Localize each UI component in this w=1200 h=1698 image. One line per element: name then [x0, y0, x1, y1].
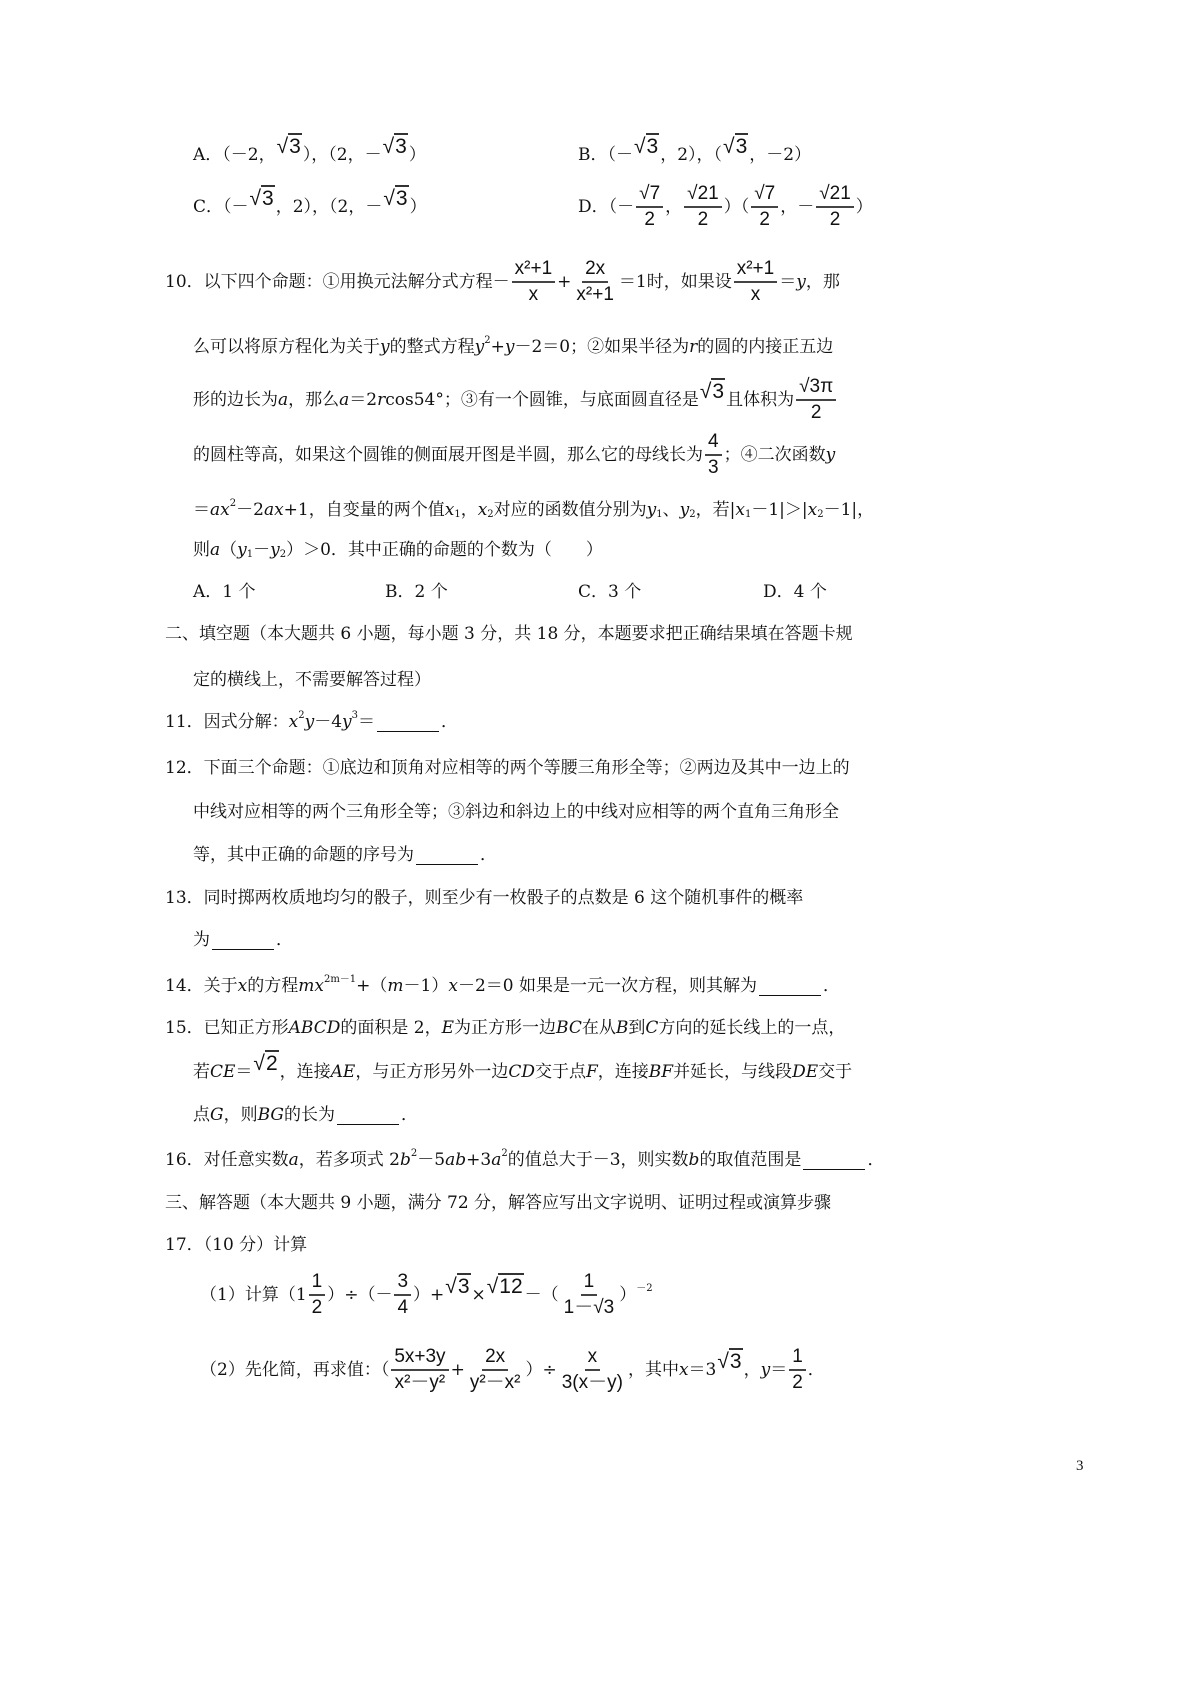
text-run: －2＝0；②如果半径为: [514, 337, 690, 357]
text-run: ）（: [723, 197, 750, 217]
square-root: √3: [723, 135, 748, 158]
text-run: 对应的函数值分别为: [493, 500, 647, 520]
square-root: √3: [383, 187, 408, 210]
math-variable: b: [400, 1150, 411, 1170]
math-variable: y: [504, 337, 515, 357]
text-run: 定的横线上，不需要解答过程）: [193, 670, 431, 690]
text-line: [385, 580, 448, 604]
text-run: 的整式方程: [389, 337, 475, 357]
fraction: [684, 182, 722, 232]
math-variable: r: [377, 390, 386, 410]
text-line: [165, 886, 803, 910]
text-run: ，: [665, 197, 683, 217]
text-run: ，连接: [597, 1062, 649, 1082]
fraction: [796, 375, 836, 425]
text-line: [165, 1233, 307, 1257]
numerator: 4: [705, 430, 722, 456]
text-run: 13．同时掷两枚质地均匀的骰子，则至少有一枚骰子的点数是 6 这个随机事件的概率: [165, 888, 804, 908]
text-run: ）: [855, 197, 873, 217]
text-run: 并延长，与线段: [673, 1062, 793, 1082]
text-run: ，连接: [279, 1062, 331, 1082]
math-variable: x: [444, 500, 455, 520]
math-variable: DE: [792, 1062, 819, 1082]
math-variable: a: [339, 390, 350, 410]
math-variable: y: [796, 272, 806, 292]
text-run: －2: [236, 500, 264, 520]
text-run: 为: [193, 930, 210, 950]
text-run: （2）先化简，再求值：（: [200, 1360, 390, 1380]
denominator: 2: [311, 1297, 323, 1318]
square-root: √3: [276, 135, 301, 158]
text-run: ＝: [358, 712, 376, 732]
math-variable: CE: [210, 1062, 236, 1082]
answer-blank: [803, 1151, 865, 1170]
text-run: ）＞0．其中正确的命题的个数为（ ）: [286, 540, 603, 560]
text-run: 到: [628, 1018, 646, 1038]
numerator: 1: [309, 1270, 326, 1296]
text-line: [193, 335, 833, 359]
text-run: ）: [619, 1285, 637, 1305]
answer-blank: [337, 1106, 399, 1125]
math-variable: b: [688, 1150, 700, 1170]
math-variable: r: [689, 337, 698, 357]
denominator: x²+1: [576, 284, 614, 305]
denominator: y²－x²: [469, 1372, 521, 1393]
numerator: 5x+3y: [391, 1345, 448, 1371]
text-run: D．（－: [578, 197, 635, 217]
text-line: [165, 710, 458, 734]
text-run: 的圆柱等高，如果这个圆锥的侧面展开图是半圆，那么它的母线长为: [193, 445, 703, 465]
text-run: （: [220, 540, 238, 560]
math-variable: x: [237, 976, 248, 996]
numerator: √7: [751, 182, 778, 208]
radicand: 3: [729, 1350, 742, 1373]
text-run: ，与正方形另外一边: [355, 1062, 509, 1082]
text-run: 的方程: [247, 976, 299, 996]
numerator: √7: [636, 182, 663, 208]
square-root: √3: [717, 1350, 742, 1373]
text-run: ）+: [413, 1285, 445, 1305]
fraction: [573, 257, 617, 307]
text-run: 在从: [581, 1018, 616, 1038]
math-variable: y: [270, 540, 280, 560]
math-variable: AE: [330, 1062, 356, 1082]
text-run: 16．对任意实数: [165, 1150, 289, 1170]
superscript: 2: [229, 498, 237, 509]
denominator: x: [528, 284, 539, 305]
text-run: +: [490, 337, 505, 357]
text-run: －1）: [403, 976, 449, 996]
text-run: ．: [867, 1150, 885, 1170]
fraction: [512, 257, 556, 307]
text-run: 为正方形一边: [454, 1018, 557, 1038]
fraction: [561, 1270, 618, 1320]
square-root: √3: [634, 135, 659, 158]
text-run: ，若|: [695, 500, 736, 520]
text-line: [578, 182, 873, 232]
text-line: [165, 974, 840, 998]
text-run: 且体积为: [726, 390, 795, 410]
denominator: 2: [759, 209, 770, 230]
subscript: 1: [454, 509, 461, 520]
subscript: 1: [246, 549, 254, 560]
denominator: 4: [397, 1297, 409, 1318]
text-line: [193, 430, 835, 480]
superscript: －2: [636, 1283, 653, 1294]
text-run: +: [450, 1360, 465, 1380]
text-run: ．: [823, 976, 841, 996]
text-line: [193, 668, 431, 692]
text-run: +3: [466, 1150, 492, 1170]
text-run: 10．以下四个命题：①用换元法解分式方程－: [165, 272, 510, 292]
text-run: ，: [743, 1360, 761, 1380]
radicand: 3: [395, 187, 408, 210]
math-variable: y: [342, 712, 352, 732]
denominator: 3(x－y): [561, 1372, 623, 1393]
text-run: 的面积是 2，: [340, 1018, 442, 1038]
text-run: －5: [417, 1150, 446, 1170]
fraction: [789, 1345, 806, 1395]
radicand: 3: [646, 135, 659, 158]
numerator: 1: [789, 1345, 806, 1371]
subscript: 2: [487, 509, 494, 520]
square-root: √3: [382, 135, 407, 158]
fraction: [394, 1270, 411, 1320]
numerator: 3: [394, 1270, 411, 1296]
text-run: cos54°；③有一个圆锥，与底面圆直径是: [385, 390, 699, 410]
math-variable: B: [615, 1018, 629, 1038]
text-run: +（: [356, 976, 388, 996]
fraction: [309, 1270, 326, 1320]
text-run: B．2 个: [385, 582, 448, 602]
fraction: [816, 182, 854, 232]
text-line: [193, 187, 427, 219]
numerator: x: [585, 1345, 601, 1371]
square-root: √2: [253, 1052, 278, 1075]
superscript: 2: [484, 335, 491, 346]
fraction: [559, 1345, 626, 1395]
numerator: x²+1: [512, 257, 556, 283]
text-run: ＝3: [688, 1360, 717, 1380]
denominator: 2: [829, 209, 841, 230]
radicand: 3: [735, 135, 748, 158]
subscript: 1: [656, 509, 663, 520]
math-variable: a: [278, 390, 289, 410]
square-root: √12: [486, 1275, 523, 1298]
text-run: －1|，: [823, 500, 875, 520]
text-line: [193, 1052, 853, 1084]
text-run: 等，其中正确的命题的序号为: [193, 845, 414, 865]
denominator: 1－√3: [563, 1297, 615, 1318]
text-run: ）÷: [525, 1360, 557, 1380]
text-run: 的值总大于－3，则实数: [507, 1150, 689, 1170]
numerator: 2x: [582, 257, 608, 283]
text-run: ）: [408, 145, 426, 165]
denominator: 3: [708, 457, 719, 478]
text-run: A．（－2，: [193, 145, 276, 165]
math-variable: x: [288, 712, 299, 732]
fraction: [751, 182, 778, 232]
superscript: 2m－1: [323, 974, 357, 985]
math-variable: a: [210, 540, 221, 560]
fraction: [467, 1345, 524, 1395]
denominator: x: [750, 284, 761, 305]
radicand: 3: [457, 1275, 470, 1298]
text-line: [193, 538, 603, 562]
math-variable: y: [646, 500, 657, 520]
text-run: ，2），（: [660, 145, 723, 165]
superscript: 2: [501, 1148, 508, 1159]
math-variable: y: [380, 337, 390, 357]
text-run: ）: [409, 197, 427, 217]
fraction: [636, 182, 663, 232]
math-variable: x: [735, 500, 745, 520]
math-variable: x: [807, 500, 818, 520]
text-run: ．: [807, 1360, 825, 1380]
text-run: 交于: [818, 1062, 853, 1082]
text-run: +1，自变量的两个值: [283, 500, 445, 520]
math-variable: y: [760, 1360, 771, 1380]
text-run: 形的边长为: [193, 390, 278, 410]
text-run: 三、解答题（本大题共 9 小题，满分 72 分，解答应写出文字说明、证明过程或演算步骤: [165, 1193, 832, 1213]
denominator: 2: [810, 402, 822, 423]
text-line: [165, 1016, 845, 1040]
text-run: ＝: [779, 272, 797, 292]
text-line: [193, 843, 497, 867]
text-run: 的长为: [283, 1105, 335, 1125]
text-line: [165, 756, 850, 780]
text-run: ＝: [193, 500, 210, 520]
subscript: 2: [689, 509, 696, 520]
radicand: 3: [712, 380, 725, 403]
text-run: ，2），（2，－: [275, 197, 383, 217]
text-line: [193, 375, 838, 425]
text-run: 11．因式分解：: [165, 712, 289, 732]
superscript: 2: [410, 1148, 418, 1159]
radicand: 3: [395, 135, 407, 158]
math-variable: ab: [445, 1150, 467, 1170]
text-line: [165, 1148, 884, 1172]
text-run: 点: [193, 1105, 210, 1125]
text-run: 12．下面三个命题：①底边和顶角对应相等的两个等腰三角形全等；②两边及其中一边上的: [165, 758, 850, 778]
text-run: 的圆的内接正五边: [697, 337, 834, 357]
math-variable: y: [679, 500, 690, 520]
math-variable: x: [477, 500, 488, 520]
text-run: 方向的延长线上的一点，: [658, 1018, 846, 1038]
text-run: ，则: [223, 1105, 258, 1125]
text-run: D．4 个: [763, 582, 827, 602]
text-line: [193, 580, 256, 604]
answer-blank: [377, 713, 439, 732]
text-run: 、: [662, 500, 680, 520]
text-line: [165, 1191, 831, 1215]
text-run: 交于点: [534, 1062, 586, 1082]
math-variable: BF: [648, 1062, 674, 1082]
text-run: ＝2: [349, 390, 378, 410]
answer-blank: [416, 846, 478, 865]
math-variable: mx: [298, 976, 324, 996]
fraction: [391, 1345, 448, 1395]
text-run: －2＝0 如果是一元一次方程，则其解为: [457, 976, 758, 996]
text-run: B．（－: [578, 145, 633, 165]
superscript: 3: [351, 710, 359, 721]
text-run: ，其中: [627, 1360, 679, 1380]
text-run: 则: [193, 540, 210, 560]
math-variable: y: [304, 712, 315, 732]
numerator: √21: [816, 182, 854, 208]
text-run: ），（2，－: [302, 145, 382, 165]
text-run: ，－2）: [749, 145, 812, 165]
math-variable: m: [387, 976, 404, 996]
text-run: ．: [441, 712, 459, 732]
text-run: ．: [480, 845, 497, 865]
math-variable: CD: [508, 1062, 535, 1082]
math-variable: x: [448, 976, 458, 996]
text-line: [165, 257, 840, 307]
text-run: ；④二次函数: [723, 445, 826, 465]
math-variable: ax: [263, 500, 284, 520]
fraction: [705, 430, 722, 480]
text-line: [200, 1345, 825, 1395]
text-line: [165, 622, 853, 646]
text-line: [578, 580, 641, 604]
text-run: 么可以将原方程化为关于: [193, 337, 380, 357]
text-run: C．3 个: [578, 582, 642, 602]
text-run: +: [557, 272, 572, 292]
text-run: ，那么: [288, 390, 340, 410]
text-run: 14．关于: [165, 976, 238, 996]
answer-blank: [759, 977, 821, 996]
subscript: 2: [279, 549, 287, 560]
math-variable: ax: [210, 500, 230, 520]
text-run: ＝: [770, 1360, 788, 1380]
math-variable: E: [441, 1018, 455, 1038]
text-line: [193, 498, 874, 522]
text-run: 15．已知正方形: [165, 1018, 289, 1038]
math-variable: y: [237, 540, 247, 560]
text-run: 17．（10 分）计算: [165, 1235, 308, 1255]
text-run: ，－: [780, 197, 815, 217]
text-line: [193, 800, 839, 824]
answer-blank: [212, 931, 274, 950]
denominator: 2: [792, 1372, 803, 1393]
text-line: [193, 928, 293, 952]
page-number: 3: [1076, 1458, 1084, 1474]
text-run: ．: [276, 930, 293, 950]
text-run: 二、填空题（本大题共 6 小题，每小题 3 分，共 18 分，本题要求把正确结果填在答题卡规: [165, 624, 853, 644]
text-run: －1|＞|: [751, 500, 808, 520]
text-run: A．1 个: [193, 582, 256, 602]
math-variable: F: [585, 1062, 598, 1082]
math-variable: C: [645, 1018, 659, 1038]
text-run: －（: [524, 1285, 559, 1305]
numerator: 2x: [482, 1345, 508, 1371]
text-line: [193, 135, 426, 167]
math-variable: BG: [257, 1105, 284, 1125]
text-run: ＝: [235, 1062, 253, 1082]
numerator: √21: [684, 182, 722, 208]
text-run: －4: [314, 712, 343, 732]
math-variable: y: [825, 445, 836, 465]
square-root: √3: [249, 187, 274, 210]
text-run: 中线对应相等的两个三角形全等；③斜边和斜边上的中线对应相等的两个直角三角形全: [193, 802, 839, 822]
text-run: C．（－: [193, 197, 249, 217]
text-run: ）÷（－: [327, 1285, 393, 1305]
text-run: ．: [400, 1105, 418, 1125]
numerator: x²+1: [734, 257, 778, 283]
text-run: ，若多项式 2: [298, 1150, 401, 1170]
math-variable: BC: [556, 1018, 582, 1038]
text-run: －: [253, 540, 271, 560]
math-variable: a: [288, 1150, 299, 1170]
subscript: 2: [817, 509, 824, 520]
math-variable: ABCD: [288, 1018, 341, 1038]
radicand: 12: [499, 1275, 523, 1298]
text-run: ×: [471, 1285, 486, 1305]
denominator: 2: [697, 209, 709, 230]
fraction: [734, 257, 778, 307]
math-variable: x: [678, 1360, 689, 1380]
text-run: （1）计算（1: [200, 1285, 307, 1305]
math-variable: a: [491, 1150, 502, 1170]
text-run: 的取值范围是: [699, 1150, 802, 1170]
square-root: √3: [699, 380, 725, 403]
text-line: [193, 1103, 418, 1127]
text-line: [578, 135, 812, 167]
radicand: 3: [262, 187, 274, 210]
square-root: √3: [445, 1275, 470, 1298]
radicand: 3: [289, 135, 301, 158]
text-run: ＝1时，如果设: [618, 272, 732, 292]
superscript: 2: [298, 710, 305, 721]
denominator: 2: [644, 209, 655, 230]
math-variable: G: [210, 1105, 224, 1125]
radicand: 2: [265, 1052, 278, 1075]
math-variable: y: [474, 337, 485, 357]
numerator: 1: [581, 1270, 598, 1296]
numerator: √3π: [796, 375, 836, 401]
text-run: 若: [193, 1062, 210, 1082]
text-run: ，那: [805, 272, 840, 292]
denominator: x²－y²: [394, 1372, 446, 1393]
text-run: ，: [460, 500, 478, 520]
text-line: [200, 1270, 653, 1320]
text-line: [763, 580, 827, 604]
subscript: 1: [744, 509, 752, 520]
